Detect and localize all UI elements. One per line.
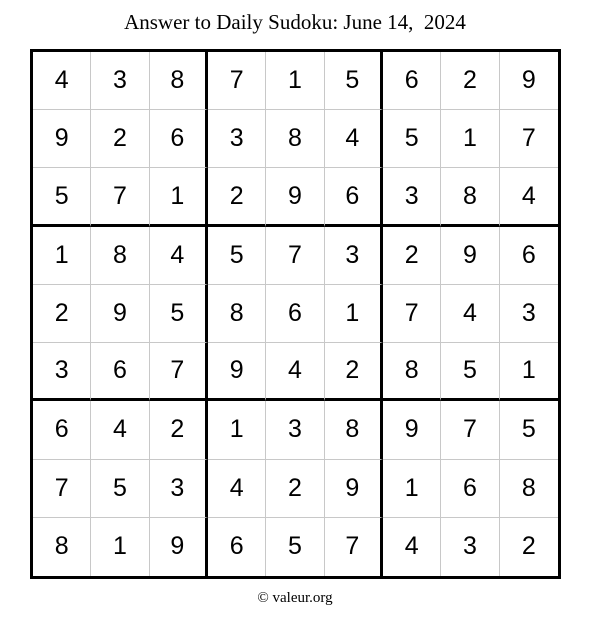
grid-cell-r8-c8: 6 [441, 460, 499, 518]
grid-cell-r6-c1: 3 [33, 343, 91, 401]
grid-cell-r5-c9: 3 [500, 285, 558, 343]
grid-cell-r3-c7: 3 [383, 168, 441, 226]
grid-cell-r3-c1: 5 [33, 168, 91, 226]
grid-cell-r9-c4: 6 [208, 518, 266, 576]
grid-cell-r7-c7: 9 [383, 401, 441, 459]
grid-cell-r3-c4: 2 [208, 168, 266, 226]
grid-cell-r1-c4: 7 [208, 52, 266, 110]
grid-cell-r8-c1: 7 [33, 460, 91, 518]
grid-cell-r8-c6: 9 [325, 460, 383, 518]
grid-cell-r2-c6: 4 [325, 110, 383, 168]
grid-cell-r3-c3: 1 [150, 168, 208, 226]
grid-cell-r7-c1: 6 [33, 401, 91, 459]
grid-cell-r1-c7: 6 [383, 52, 441, 110]
grid-cell-r4-c7: 2 [383, 227, 441, 285]
grid-cell-r9-c9: 2 [521, 532, 536, 561]
grid-cell-r2-c2: 2 [91, 110, 149, 168]
grid-cell-r4-c3: 4 [150, 227, 208, 285]
grid-cell-r6-c6: 2 [325, 343, 383, 401]
grid-cell-r2-c7: 5 [383, 110, 441, 168]
grid-cell-r4-c8: 9 [441, 227, 499, 285]
grid-cell-r6-c7: 8 [383, 343, 441, 401]
grid-cell-r5-c5: 6 [266, 285, 324, 343]
grid-cell-r8-c7: 1 [383, 460, 441, 518]
grid-cell-r3-c6: 6 [325, 168, 383, 226]
sudoku-grid [30, 49, 561, 579]
puzzle-title: Answer to Daily Sudoku: June 14, 2024 [124, 10, 466, 34]
grid-cell-r6-c5: 4 [266, 343, 324, 401]
grid-cell-r8-c2: 5 [91, 460, 149, 518]
grid-cell-r2-c5: 8 [266, 110, 324, 168]
grid-cell-r2-c9: 7 [500, 110, 558, 168]
grid-cell-r1-c2: 3 [91, 52, 149, 110]
grid-cell-r7-c2: 4 [91, 401, 149, 459]
grid-cell-r2-c3: 6 [150, 110, 208, 168]
grid-cell-r5-c7: 7 [383, 285, 441, 343]
grid-cell-r2-c1: 9 [33, 110, 91, 168]
grid-cell-r3-c2: 7 [91, 168, 149, 226]
grid-cell-r4-c6: 3 [325, 227, 383, 285]
grid-cell-r7-c3: 2 [150, 401, 208, 459]
grid-cell-r6-c2: 6 [91, 343, 149, 401]
grid-cell-r7-c9: 5 [500, 401, 558, 459]
grid-cell-r6-c8: 5 [441, 343, 499, 401]
grid-cell-r8-c4: 4 [208, 460, 266, 518]
grid-cell-r3-c8: 8 [441, 168, 499, 226]
grid-cell-r1-c8: 2 [441, 52, 499, 110]
grid-cell-r5-c4: 8 [208, 285, 266, 343]
grid-cell-r6-c9: 1 [500, 343, 558, 401]
grid-cell-r2-c8: 1 [441, 110, 499, 168]
grid-cell-r4-c4: 5 [208, 227, 266, 285]
grid-cell-r1-c9: 9 [500, 52, 558, 110]
copyright-footer: © valeur.org [257, 590, 333, 606]
grid-cell-r7-c5: 3 [266, 401, 324, 459]
grid-cell-r9-c5: 5 [266, 518, 324, 576]
grid-cell-r4-c2: 8 [91, 227, 149, 285]
grid-cell-r5-c2: 9 [91, 285, 149, 343]
grid-cell-r6-c4: 9 [208, 343, 266, 401]
grid-cell-r4-c5: 7 [266, 227, 324, 285]
grid-cell-r6-c3: 7 [150, 343, 208, 401]
grid-cell-r4-c9: 6 [500, 227, 558, 285]
grid-cell-r9-c3: 9 [150, 518, 208, 576]
grid-cell-r4-c1: 1 [33, 227, 91, 285]
grid-cell-r1-c6: 5 [325, 52, 383, 110]
grid-cell-r8-c9: 8 [500, 460, 558, 518]
grid-cell-r8-c5: 2 [266, 460, 324, 518]
grid-cell-r7-c6: 8 [325, 401, 383, 459]
grid-cell-r5-c6: 1 [325, 285, 383, 343]
grid-cell-r3-c5: 9 [266, 168, 324, 226]
grid-cell-r5-c1: 2 [33, 285, 91, 343]
grid-cell-r9-c6: 7 [325, 518, 383, 576]
grid-cell-r5-c3: 5 [150, 285, 208, 343]
grid-cell-r1-c1: 4 [33, 52, 91, 110]
grid-cell-r7-c4: 1 [208, 401, 266, 459]
grid-cell-r2-c4: 3 [208, 110, 266, 168]
grid-cell-r9-c8: 3 [441, 518, 499, 576]
grid-cell-r9-c7: 4 [383, 518, 441, 576]
grid-cell-r3-c9: 4 [500, 168, 558, 226]
grid-cell-r1-c5: 1 [266, 52, 324, 110]
grid-cell-r5-c8: 4 [441, 285, 499, 343]
grid-cell-r9-c2: 1 [91, 518, 149, 576]
grid-cell-r7-c8: 7 [441, 401, 499, 459]
grid-cell-r9-c1: 8 [33, 518, 91, 576]
grid-cell-r8-c3: 3 [150, 460, 208, 518]
grid-cell-r1-c3: 8 [150, 52, 208, 110]
